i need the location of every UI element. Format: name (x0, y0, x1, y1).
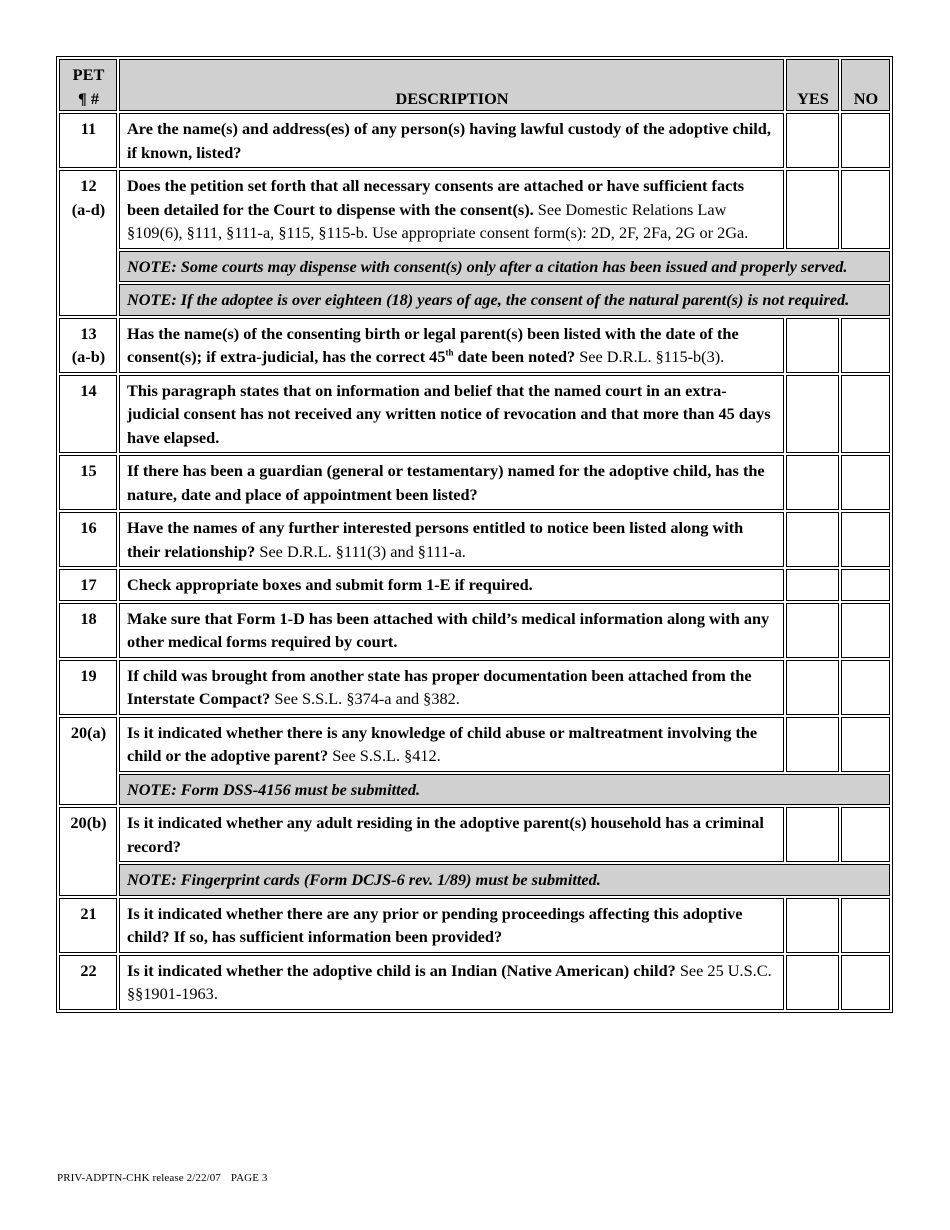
no-checkbox[interactable] (841, 898, 890, 953)
question-text-part1: Has the name(s) of the consenting birth or legal parent(s) been listed with the date of the consent(s); if extra-judicial, has the correct 45 (127, 323, 739, 366)
pet-number: 15 (59, 455, 117, 510)
no-checkbox[interactable] (841, 170, 890, 249)
question-text: This paragraph states that on information and belief that the named court in an extra-judicial consent has not received any written notice of revocation and that more than 45 days have elapsed. (127, 380, 771, 447)
no-checkbox[interactable] (841, 318, 890, 373)
reference-text: See Domestic Relations Law §109(6), §111, §111-a, §115, §115-b. Use appropriate consent form(s): 2D, 2F, 2Fa, 2G or 2Ga. (127, 199, 749, 242)
pet-number: 11 (59, 113, 117, 168)
question-text: If child was brought from another state has proper documentation been attached from the Interstate Compact? (127, 665, 752, 708)
description-cell (119, 512, 784, 567)
pet-number: 20(b) (59, 807, 117, 896)
note-text: NOTE: Form DSS-4156 must be submitted. (119, 774, 890, 806)
question-text: If there has been a guardian (general or testamentary) named for the adoptive child, has the nature, date and place of appointment been listed? (127, 461, 765, 504)
reference-text: See D.R.L. §115-b(3). (579, 347, 725, 366)
page-footer (57, 1172, 278, 1184)
table-row (59, 807, 890, 862)
description-cell (119, 955, 784, 1010)
question-text: Is it indicated whether the adoptive child is an Indian (Native American) child? (127, 960, 676, 980)
yes-checkbox[interactable] (786, 170, 839, 249)
note-text: NOTE: Fingerprint cards (Form DCJS-6 rev. 1/89) must be submitted. (119, 864, 890, 896)
note-text: NOTE: Some courts may dispense with consent(s) only after a citation has been issued and properly served. (119, 251, 890, 283)
table-row (59, 898, 890, 953)
table-row (59, 455, 890, 510)
yes-checkbox[interactable] (786, 898, 839, 953)
pet-number: 22 (59, 955, 117, 1010)
yes-checkbox[interactable] (786, 113, 839, 168)
question-text: Are the name(s) and address(es) of any person(s) having lawful custody of the adoptive child, if known, listed? (127, 119, 771, 162)
table-row (59, 512, 890, 567)
description-cell (119, 170, 784, 249)
table-row (59, 660, 890, 715)
form-release-id: PRIV-ADPTN-CHK release 2/22/07 (57, 1172, 221, 1184)
description-cell (119, 660, 784, 715)
yes-checkbox[interactable] (786, 455, 839, 510)
pet-number: 14 (59, 375, 117, 454)
yes-checkbox[interactable] (786, 955, 839, 1010)
pet-header-line1: PET (72, 65, 105, 84)
table-row (59, 113, 890, 168)
yes-checkbox[interactable] (786, 603, 839, 658)
pet-number-line2: (a-d) (71, 199, 106, 219)
reference-text: See S.S.L. §412. (332, 746, 441, 765)
yes-column-header: YES (786, 59, 839, 111)
note-row (59, 284, 890, 316)
note-text: NOTE: If the adoptee is over eighteen (18) years of age, the consent of the natural parent(s) is not required. (119, 284, 890, 316)
pet-header-line2: ¶ # (77, 88, 99, 108)
reference-text: See S.S.L. §374-a and §382. (274, 689, 460, 708)
description-cell (119, 717, 784, 772)
question-text: Does the petition set forth that all necessary consents are attached or have sufficient facts been detailed for the Court to dispense with the consent(s). (127, 176, 745, 219)
description-cell (119, 807, 784, 862)
pet-number: 19 (59, 660, 117, 715)
no-checkbox[interactable] (841, 455, 890, 510)
no-checkbox[interactable] (841, 717, 890, 772)
pet-column-header (59, 59, 117, 111)
note-row (59, 864, 890, 896)
pet-number: 20(a) (59, 717, 117, 806)
page-number: PAGE 3 (230, 1172, 268, 1184)
no-checkbox[interactable] (841, 660, 890, 715)
note-row (59, 251, 890, 283)
description-cell (119, 455, 784, 510)
description-cell (119, 603, 784, 658)
yes-checkbox[interactable] (786, 660, 839, 715)
question-text-part2: date been noted? (453, 347, 576, 366)
question-text: Is it indicated whether any adult residing in the adoptive parent(s) household has a criminal record? (127, 813, 764, 856)
question-text: Have the names of any further interested persons entitled to notice been listed along with their relationship? (127, 518, 744, 561)
table-row (59, 569, 890, 601)
note-row (59, 774, 890, 806)
table-row (59, 717, 890, 772)
description-cell (119, 318, 784, 373)
pet-number: 17 (59, 569, 117, 601)
pet-number-line1: 12 (80, 176, 97, 195)
no-checkbox[interactable] (841, 603, 890, 658)
pet-number (59, 170, 117, 316)
yes-checkbox[interactable] (786, 569, 839, 601)
no-checkbox[interactable] (841, 955, 890, 1010)
no-checkbox[interactable] (841, 807, 890, 862)
yes-checkbox[interactable] (786, 717, 839, 772)
no-checkbox[interactable] (841, 512, 890, 567)
yes-checkbox[interactable] (786, 512, 839, 567)
question-text: Make sure that Form 1-D has been attached with child’s medical information along with any other medical forms required by court. (127, 608, 770, 651)
description-cell (119, 113, 784, 168)
superscript-th: th (445, 347, 454, 358)
description-cell (119, 569, 784, 601)
reference-text: See D.R.L. §111(3) and §111-a. (259, 541, 466, 561)
question-text: Check appropriate boxes and submit form 1-E if required. (127, 575, 533, 594)
checklist-table (56, 56, 893, 1013)
description-column-header: DESCRIPTION (119, 59, 784, 111)
table-header-row (59, 59, 890, 111)
question-text: Is it indicated whether there is any knowledge of child abuse or maltreatment involving the child or the adoptive parent? (127, 722, 758, 765)
pet-number: 21 (59, 898, 117, 953)
pet-number-line1: 13 (80, 323, 97, 343)
description-cell (119, 898, 784, 953)
yes-checkbox[interactable] (786, 318, 839, 373)
table-row (59, 170, 890, 249)
question-text: Is it indicated whether there are any prior or pending proceedings affecting this adoptive child? If so, has sufficient information been provided? (127, 903, 743, 946)
table-row (59, 318, 890, 373)
pet-number (59, 318, 117, 373)
no-checkbox[interactable] (841, 569, 890, 601)
table-row (59, 375, 890, 454)
no-column-header: NO (841, 59, 890, 111)
no-checkbox[interactable] (841, 375, 890, 454)
pet-number-line2: (a-b) (71, 347, 106, 366)
no-checkbox[interactable] (841, 113, 890, 168)
description-cell (119, 375, 784, 454)
reference-text: See 25 U.S.C. §§1901-1963. (127, 960, 772, 1003)
table-row (59, 955, 890, 1010)
pet-number: 16 (59, 512, 117, 567)
yes-checkbox[interactable] (786, 375, 839, 454)
pet-number: 18 (59, 603, 117, 658)
yes-checkbox[interactable] (786, 807, 839, 862)
table-row (59, 603, 890, 658)
